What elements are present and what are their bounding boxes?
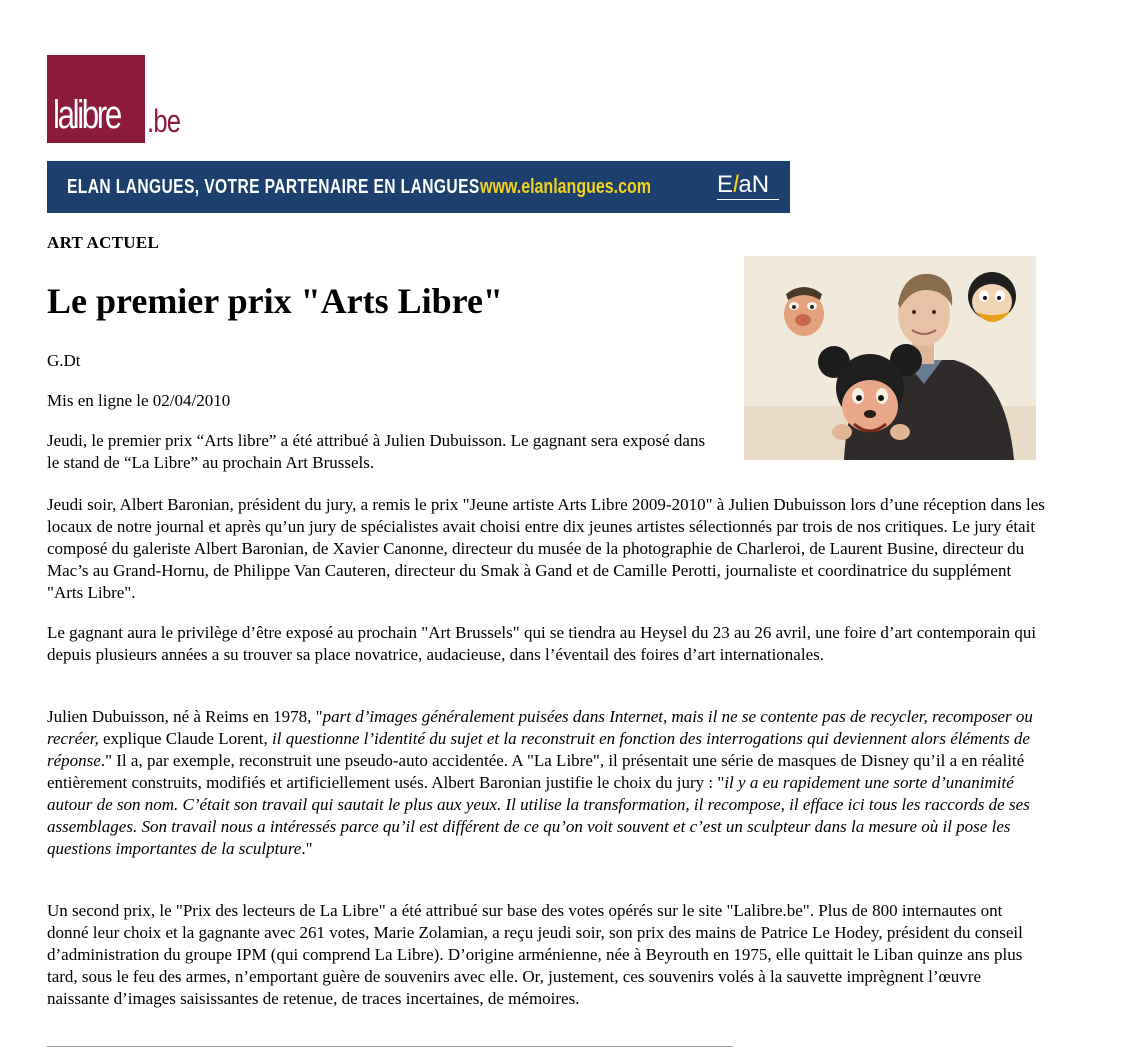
ad-logo-l: l	[733, 171, 739, 198]
article-date: Mis en ligne le 02/04/2010	[47, 391, 231, 410]
article-paragraph-1: Jeudi soir, Albert Baronian, président du jury, a remis le prix "Jeune artiste Arts Libre 2009-2010" à Julien Dubuisson lors d’une réception dans les locaux de notre journal et après qu’un jury de spécialistes avait choisi entre dix jeunes artistes sélectionnés par trois de nos critiques. Le jury était composé du galeriste Albert Baronian, de Xavier Canonne, directeur du musée de la photographie de Charleroi, de Laurent Busine, directeur du Mac’s au Grand-Hornu, de Philippe Van Cauteren, directeur du Smak à Gand et de Camille Perotti, journaliste et coordinatrice du supplément "Arts Libre".	[47, 495, 1045, 602]
article-paragraph-2: Le gagnant aura le privilège d’être exposé au prochain "Art Brussels" qui se tiendra au Heysel du 23 au 26 avril, une foire d’art contemporain qui depuis plusieurs années a su trouver sa place novatrice, audacieuse, dans l’éventail des foires d’art internationales.	[47, 623, 1037, 664]
article-paragraph-4: Un second prix, le "Prix des lecteurs de La Libre" a été attribué sur base des votes opérés sur le site "Lalibre.be". Plus de 800 internautes ont donné leur choix et la gagnante avec 261 votes, Marie Zolamian, a reçu jeudi soir, son prix des mains de Patrice Le Hodey, président du conseil d’administration du groupe IPM (qui comprend La Libre). D’origine arménienne, née à Beyrouth en 1975, elle quittait le Liban quinze ans plus tard, sous le feu des armes, n’emportant guère de souvenirs avec elle. Or, justement, ces souvenirs volés à la sauvette imprègnent l’œuvre naissante d’images saisissantes de retenue, de traces incertaines, de mémoires.	[47, 901, 1023, 1008]
ad-banner-url[interactable]: www.elanlangues.com	[480, 176, 652, 198]
p3-segment: Julien Dubuisson, né à Reims en 1978, "	[47, 707, 323, 726]
ad-logo-an: aN	[738, 171, 770, 198]
article-title: Le premier prix "Arts Libre"	[47, 281, 503, 321]
footer-divider	[47, 1046, 733, 1047]
logo-wordmark: lalibre	[53, 93, 120, 137]
p3-quote: il y a eu rapidement une sorte d’unanimité autour de son nom. C’était son travail qui sautait le plus aux yeux. Il utilise la transformation, il recompose, il efface ici tous les raccords de ses assemblages. Son travail nous a intéressés parce qu’il est différent de ce qu’on voit souvent et c’est un sculpteur dans la mesure où il pose les questions importantes de la sculpture	[47, 773, 1030, 858]
ad-banner-text: ELAN LANGUES, VOTRE PARTENAIRE EN LANGUES	[67, 176, 480, 198]
article-photo	[744, 256, 1036, 460]
article-paragraph-3	[47, 706, 1047, 860]
ad-banner[interactable]	[47, 161, 790, 213]
logo-suffix: .be	[147, 103, 181, 139]
article-lede: Jeudi, le premier prix “Arts libre” a été attribué à Julien Dubuisson. Le gagnant sera exposé dans le stand de “La Libre” au prochain Art Brussels.	[47, 431, 706, 472]
p3-segment: ."	[301, 839, 313, 858]
artist-with-masks-photo	[744, 256, 1036, 460]
logo-box	[47, 55, 145, 143]
site-logo[interactable]	[47, 55, 197, 145]
ad-logo-e: E	[717, 171, 734, 198]
mask-left	[784, 287, 824, 336]
p3-quote: part d’images généralement puisées dans Internet, mais il ne se contente pas de recycler, recomposer ou recréer,	[47, 707, 1033, 748]
article-rubric: ART ACTUEL	[47, 233, 160, 252]
p3-segment: explique Claude Lorent,	[98, 729, 273, 748]
article-author: G.Dt	[47, 351, 81, 370]
p3-quote: il questionne l’identité du sujet et la reconstruit en fonction des interrogations qui deviennent alors éléments de réponse	[47, 729, 1030, 770]
ad-banner-logo	[717, 173, 769, 197]
p3-segment: ." Il a, par exemple, reconstruit une pseudo-auto accidentée. A "La Libre", il présentait une série de masques de Disney qu’il a en réalité entièrement construits, modifiés et artificiellement usés. Albert Baronian justifie le choix du jury : "	[47, 751, 1025, 792]
ad-logo-underline	[717, 199, 779, 200]
